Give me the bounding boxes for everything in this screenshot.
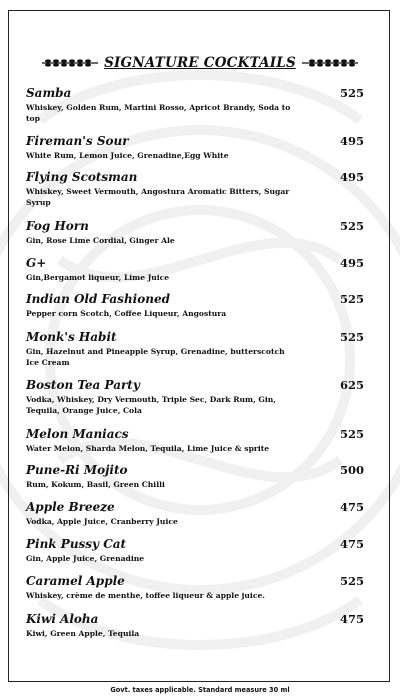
item-name: Pink Pussy Cat — [26, 537, 127, 551]
item-description: Vodka, Apple Juice, Cranberry Juice — [26, 517, 178, 526]
item-price: 495 — [339, 170, 364, 184]
item-price: 475 — [339, 537, 364, 551]
item-name: Kiwi Aloha — [26, 612, 99, 626]
menu-item — [26, 500, 366, 527]
item-description: Whiskey, crème de menthe, toffee liqueur & apple juice. — [26, 591, 265, 600]
item-name: Monk's Habit — [26, 330, 117, 344]
item-description: Rum, Kokum, Basil, Green Chilli — [26, 480, 165, 489]
item-price: 525 — [339, 292, 364, 306]
item-description: Kiwi, Green Apple, Tequila — [26, 629, 140, 638]
item-name: Fog Horn — [26, 219, 89, 233]
item-name: Boston Tea Party — [26, 378, 140, 392]
menu-item — [26, 463, 366, 490]
item-description: Gin,Bergamot liqueur, Lime Juice — [26, 273, 170, 282]
menu-item — [26, 86, 366, 124]
menu-item — [26, 134, 366, 161]
menu-item — [26, 427, 366, 454]
menu-item — [26, 292, 366, 319]
section-heading — [18, 55, 382, 71]
item-price: 525 — [339, 86, 364, 100]
menu-item — [26, 378, 366, 416]
item-description: Pepper corn Scotch, Coffee Liqueur, Angostura — [26, 309, 227, 318]
item-price: 525 — [339, 219, 364, 233]
wheat-ornament-icon — [300, 58, 360, 68]
menu-item — [26, 256, 366, 283]
item-description: Whiskey, Sweet Vermouth, Angostura Aromatic Bitters, Sugar Syrup — [26, 187, 290, 207]
item-name: Fireman's Sour — [26, 134, 129, 148]
item-price: 475 — [339, 500, 364, 514]
wheat-ornament-icon — [40, 58, 100, 68]
item-description: Whiskey, Golden Rum, Martini Rosso, Apricot Brandy, Soda to top — [26, 103, 291, 123]
item-price: 525 — [339, 574, 364, 588]
item-price: 495 — [339, 134, 364, 148]
item-price: 525 — [339, 330, 364, 344]
item-name: G+ — [26, 256, 47, 270]
item-description: White Rum, Lemon Juice, Grenadine,Egg White — [26, 151, 229, 160]
footer-note: Govt. taxes applicable. Standard measure 30 ml — [110, 686, 290, 694]
item-description: Gin, Rose Lime Cordial, Ginger Ale — [26, 236, 175, 245]
menu-item — [26, 612, 366, 639]
item-name: Caramel Apple — [26, 574, 125, 588]
item-name: Apple Breeze — [26, 500, 115, 514]
item-price: 475 — [339, 612, 364, 626]
item-price: 500 — [339, 463, 364, 477]
item-description: Water Melon, Sharda Melon, Tequila, Lime Juice & sprite — [26, 444, 270, 453]
item-price: 625 — [339, 378, 364, 392]
menu-item — [26, 219, 366, 246]
item-price: 525 — [339, 427, 364, 441]
menu-item — [26, 170, 366, 208]
item-name: Pune-Ri Mojito — [26, 463, 128, 477]
item-name: Indian Old Fashioned — [26, 292, 170, 306]
menu-item — [26, 330, 366, 368]
menu-item — [26, 574, 366, 601]
menu-item — [26, 537, 366, 564]
page-title: SIGNATURE COCKTAILS — [104, 55, 296, 71]
item-name: Flying Scotsman — [26, 170, 138, 184]
item-description: Gin, Apple Juice, Grenadine — [26, 554, 145, 563]
item-description: Vodka, Whiskey, Dry Vermouth, Triple Sec, Dark Rum, Gin, Tequila, Orange Juice, Cola — [26, 395, 276, 415]
item-name: Melon Maniacs — [26, 427, 129, 441]
item-price: 495 — [339, 256, 364, 270]
item-description: Gin, Hazelnut and Pineapple Syrup, Grenadine, butterscotch Ice Cream — [26, 347, 285, 367]
item-name: Samba — [26, 86, 72, 100]
